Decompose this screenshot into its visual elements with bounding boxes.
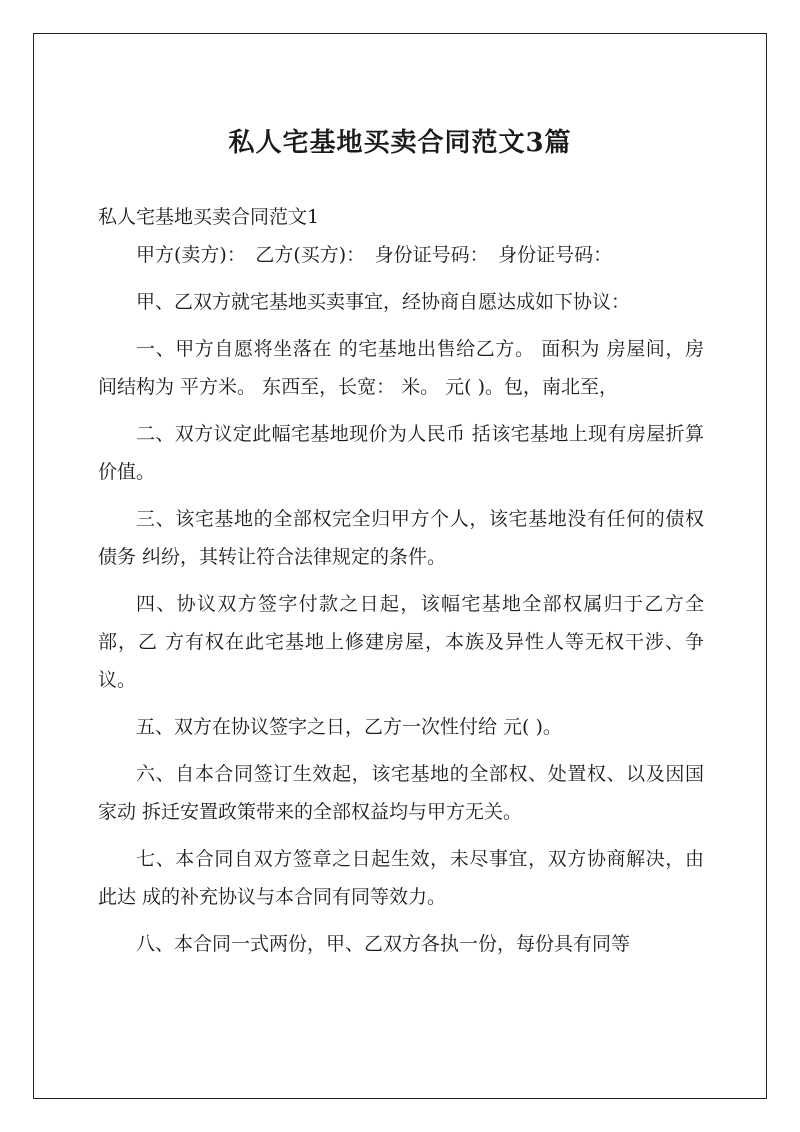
agreement-intro: 甲、乙双方就宅基地买卖事宜，经协商自愿达成如下协议： bbox=[136, 291, 631, 313]
parties-line: 甲方(卖方)： 乙方(买方)： 身份证号码： 身份证号码： bbox=[136, 244, 613, 266]
clause-6: 六、自本合同签订生效起，该宅基地的全部权、处置权、以及因国家动 拆迁安置政策带来的全部权益均与甲方无关。 bbox=[98, 763, 704, 823]
clause-8: 八、本合同一式两份，甲、乙双方各执一份，每份具有同等 bbox=[136, 933, 631, 955]
clause-3: 三、该宅基地的全部权完全归甲方个人，该宅基地没有任何的债权债务 纠纷，其转让符合法律规定的条件。 bbox=[98, 508, 704, 568]
section-heading: 私人宅基地买卖合同范文1 bbox=[98, 206, 320, 228]
document-title: 私人宅基地买卖合同范文3篇 bbox=[228, 128, 572, 158]
clause-7: 七、本合同自双方签章之日起生效，未尽事宜，双方协商解决，由此达 成的补充协议与本合同有同等效力。 bbox=[98, 848, 704, 908]
document-body bbox=[98, 236, 704, 972]
clause-1: 一、甲方自愿将坐落在 的宅基地出售给乙方。 面积为 房屋间，房间结构为 平方米。 东西至，长宽： 米。 元( )。包，南北至， bbox=[98, 338, 704, 398]
clause-4: 四、协议双方签字付款之日起，该幅宅基地全部权属归于乙方全部，乙 方有权在此宅基地上修建房屋，本族及异性人等无权干涉、争议。 bbox=[98, 593, 704, 691]
clause-2: 二、双方议定此幅宅基地现价为人民币 括该宅基地上现有房屋折算价值。 bbox=[98, 423, 704, 483]
clause-5: 五、双方在协议签字之日，乙方一次性付给 元( )。 bbox=[136, 716, 562, 738]
